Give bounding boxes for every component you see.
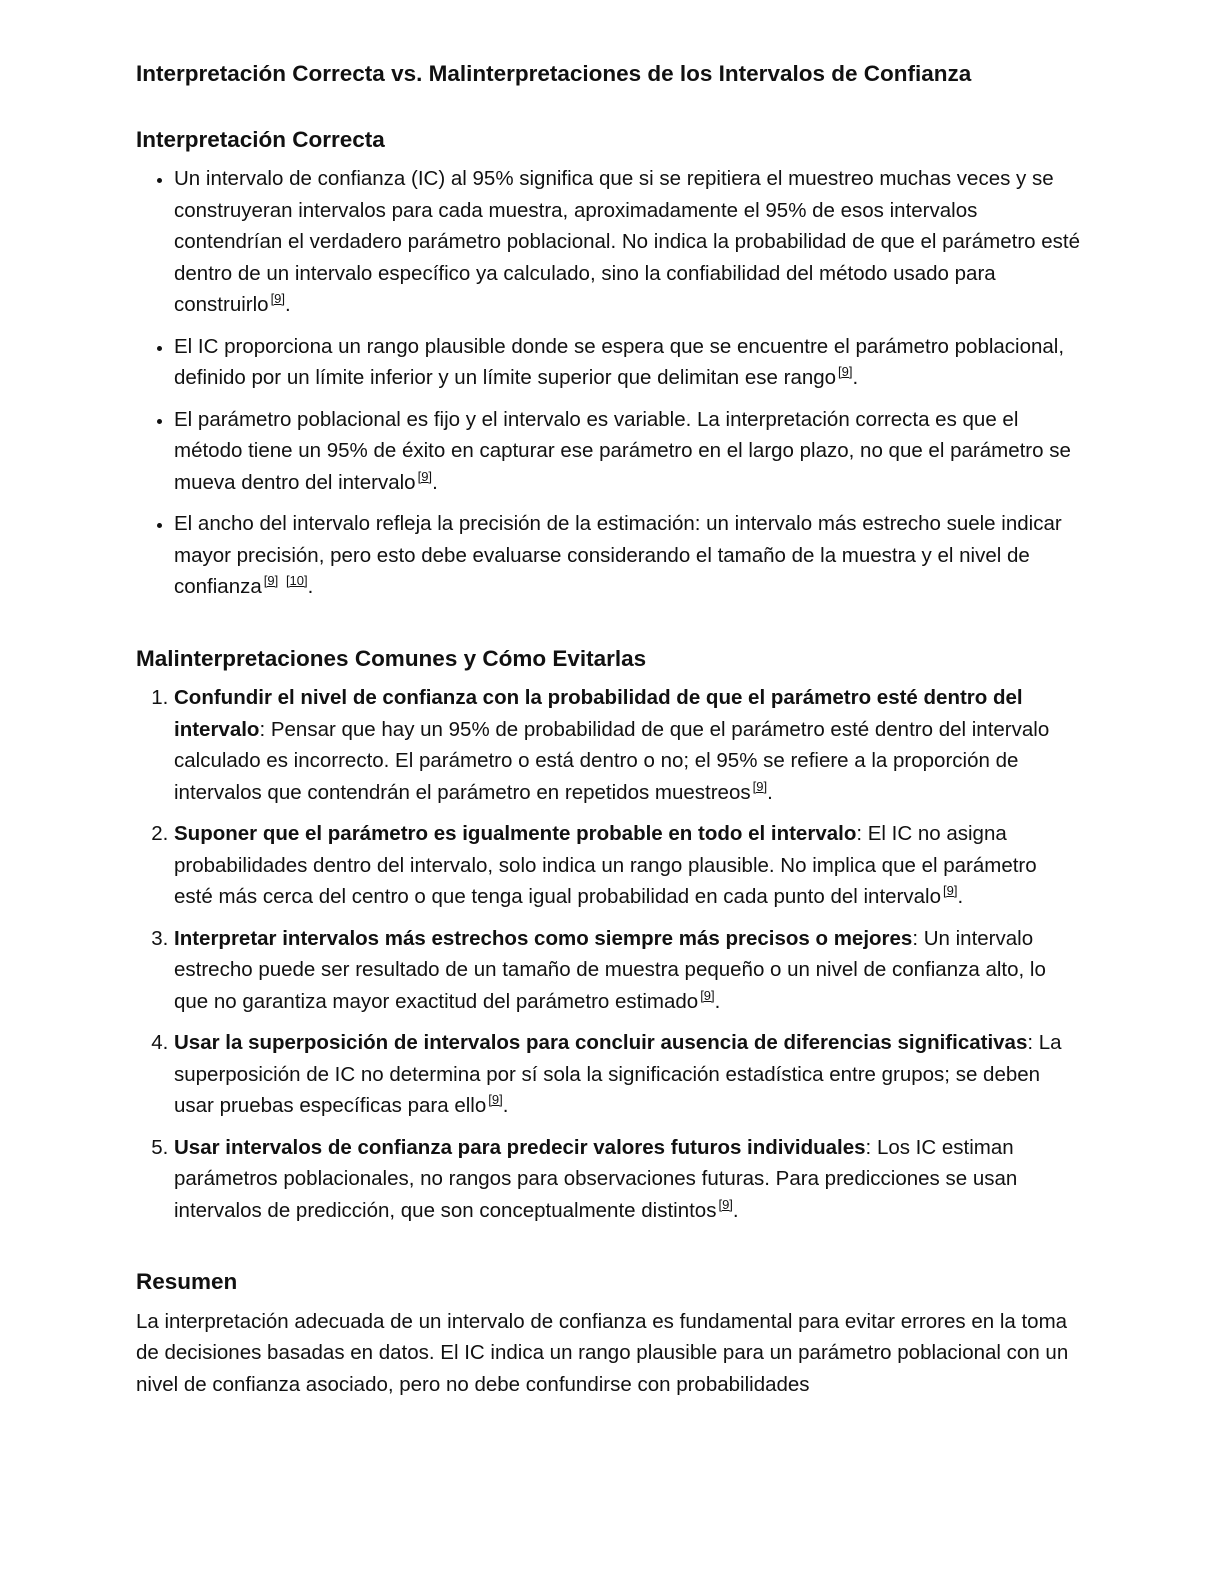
item-bold-lead: Usar intervalos de confianza para predecir valores futuros individuales	[174, 1135, 866, 1159]
list-item	[174, 163, 1081, 321]
item-text: : Pensar que hay un 95% de probabilidad de que el parámetro esté dentro del intervalo calculado es incorrecto. El parámetro o está dentro o no; el 95% se refiere a la proporción de intervalos que contendrán el parámetro en repetidos muestreos	[174, 717, 1050, 804]
citation-link[interactable]: [9]	[700, 987, 715, 1003]
list-item	[174, 923, 1081, 1018]
document-page	[136, 58, 1081, 1400]
item-end: .	[732, 1198, 739, 1222]
section-heading-summary: Resumen	[136, 1269, 238, 1294]
summary-paragraph: La interpretación adecuada de un intervalo de confianza es fundamental para evitar errores en la toma de decisiones basadas en datos. El IC indica un rango plausible para un parámetro poblacional con un nivel de confianza asociado, pero no debe confundirse con probabilidades	[136, 1309, 1069, 1396]
item-bold-lead: Interpretar intervalos más estrechos como siempre más precisos o mejores	[174, 926, 913, 950]
item-end: .	[502, 1094, 509, 1117]
citation-link[interactable]: [9]	[263, 573, 279, 588]
citation-link[interactable]: [9]	[838, 364, 853, 379]
citation-link[interactable]: [9]	[488, 1092, 503, 1107]
item-bold-lead: Usar la superposición de intervalos para concluir ausencia de diferencias significativas	[174, 1031, 1028, 1054]
item-end: .	[957, 885, 964, 908]
bullet-text: Un intervalo de confianza (IC) al 95% significa que si se repitiera el muestreo muchas veces y se construyeran intervalos para cada muestra, aproximadamente el 95% de esos intervalos contendrían el verdadero parámetro poblacional. No indica la probabilidad de que el parámetro esté dentro de un intervalo específico ya calculado, sino la confiabilidad del método usado para construirlo	[174, 167, 1080, 316]
item-end: .	[714, 989, 721, 1013]
citation-link[interactable]: [9]	[270, 291, 286, 306]
item-bold-lead: Suponer que el parámetro es igualmente probable en todo el intervalo	[174, 822, 857, 845]
section-heading-misconceptions: Malinterpretaciones Comunes y Cómo Evitarlas	[136, 645, 647, 671]
misconceptions-numbered-list	[136, 682, 1081, 1226]
list-item	[174, 818, 1081, 913]
bullet-text: El ancho del intervalo refleja la precisión de la estimación: un intervalo más estrecho suele indicar mayor precisión, pero esto debe evaluarse considerando el tamaño de la muestra y el nivel de confianza	[174, 512, 1062, 598]
item-bold-lead: Confundir el nivel de confianza con la probabilidad de que el parámetro esté dentro del intervalo	[174, 686, 1023, 741]
item-text: : La superposición de IC no determina por sí sola la significación estadística entre grupos; se deben usar pruebas específicas para ello	[174, 1031, 1062, 1117]
item-text: : Los IC estiman parámetros poblacionales, no rangos para observaciones futuras. Para predicciones se usan intervalos de predicción, que son conceptualmente distintos	[174, 1135, 1018, 1222]
list-item	[174, 1132, 1081, 1227]
item-end: .	[767, 780, 773, 804]
bullet-text: El IC proporciona un rango plausible donde se espera que se encuentre el parámetro poblacional, definido por un límite inferior y un límite superior que delimitan ese rango	[174, 334, 1065, 389]
bullet-end: .	[852, 366, 859, 389]
list-item	[174, 404, 1081, 499]
list-item	[174, 508, 1081, 603]
list-item	[174, 331, 1081, 394]
bullet-end: .	[432, 470, 438, 494]
section-heading-correct: Interpretación Correcta	[136, 126, 385, 152]
bullet-text: El parámetro poblacional es fijo y el intervalo es variable. La interpretación correcta es que el método tiene un 95% de éxito en capturar ese parámetro en el largo plazo, no que el parámetro se mueva dentro del intervalo	[174, 407, 1071, 494]
citation-link[interactable]: [10]	[285, 573, 308, 588]
citation-link[interactable]: [9]	[752, 778, 768, 794]
citation-link[interactable]: [9]	[718, 1196, 733, 1212]
list-item	[174, 1027, 1081, 1122]
list-item	[174, 682, 1081, 808]
bullet-end: .	[285, 293, 291, 316]
citation-link[interactable]: [9]	[943, 883, 958, 898]
document-title: Interpretación Correcta vs. Malinterpretaciones de los Intervalos de Confianza	[136, 61, 972, 86]
correct-bullet-list	[136, 163, 1081, 603]
citation-link[interactable]: [9]	[417, 468, 433, 484]
item-text: : Un intervalo estrecho puede ser resultado de un tamaño de muestra pequeño o un nivel de confianza alto, lo que no garantiza mayor exactitud del parámetro estimado	[174, 926, 1046, 1013]
bullet-end: .	[307, 575, 314, 598]
item-text: : El IC no asigna probabilidades dentro del intervalo, solo indica un rango plausible. No implica que el parámetro esté más cerca del centro o que tenga igual probabilidad en cada punto del intervalo	[174, 822, 1037, 908]
